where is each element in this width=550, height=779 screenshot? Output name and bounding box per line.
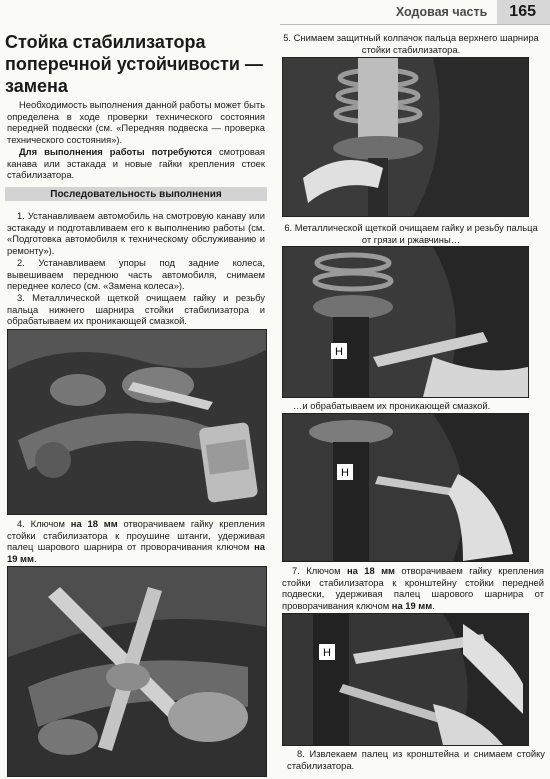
- strut-marker: H: [335, 346, 343, 358]
- step-4: [7, 518, 265, 564]
- title-line: поперечной устойчивости —: [5, 54, 263, 74]
- photo-step-6b-illustration: [283, 414, 528, 561]
- step-4-wrench-size: на 18 мм: [70, 518, 118, 529]
- step-8: 8. Извлекаем палец из кронштейна и снимаем стойку стабилизатора.: [287, 748, 545, 771]
- photo-step-4-illustration: [8, 567, 266, 776]
- step-7-text: 7. Ключом: [292, 565, 347, 576]
- photo-step-6b: [282, 413, 529, 562]
- strut-marker: H: [323, 647, 331, 659]
- photo-step-7: [282, 613, 529, 746]
- title-line: Стойка стабилизатора: [5, 32, 206, 52]
- photo-step-3: [7, 329, 267, 515]
- photo-step-7-illustration: [283, 614, 528, 745]
- requirements-paragraph: [7, 146, 265, 181]
- step-5: 5. Снимаем защитный колпачок пальца верхнего шарнира стойки стабилизатора.: [283, 32, 539, 55]
- photo-step-6-illustration: [283, 247, 528, 397]
- step-4-text: 4. Ключом: [17, 518, 71, 529]
- step-6b: …и обрабатываем их проникающей смазкой.: [293, 400, 491, 411]
- intro-paragraph: Необходимость выполнения данной работы может быть определена в ходе проверки технического состояния передней подвески (см. «Передняя подвеска — проверка технического состояния»).: [7, 99, 265, 145]
- strut-marker: H: [341, 467, 349, 479]
- step-7-text: отворачиваем гайку крепления стойки стабилизатора к кронштейну стойки передней подвески, удерживая палец шарового шарнира от проворачивания ключом: [282, 565, 545, 611]
- step-7-wrench-size: на 18 мм: [346, 565, 395, 576]
- header-rule: [280, 24, 550, 25]
- page-number: 165: [497, 0, 550, 24]
- step-7: [282, 565, 544, 611]
- step-6: 6. Металлической щеткой очищаем гайку и резьбу пальца от грязи и ржавчины…: [284, 222, 538, 245]
- photo-step-5-illustration: [283, 58, 528, 216]
- step-3: 3. Металлической щеткой очищаем гайку и резьбу пальца нижнего шарнира стойки стабилизатора и обрабатываем их проникающей смазкой.: [7, 292, 265, 327]
- step-4-wrench-size: на 19 мм: [7, 541, 265, 564]
- procedure-banner: Последовательность выполнения: [5, 187, 267, 201]
- step-7-wrench-size: на 19 мм: [391, 599, 433, 611]
- step-4-text: .: [33, 552, 37, 564]
- section-name: Ходовая часть: [395, 5, 488, 19]
- title-line: замена: [5, 76, 68, 96]
- photo-step-5: [282, 57, 529, 217]
- step-4-text: отворачиваем гайку крепления стойки стабилизатора к проушине штанги, удерживая палец шарового шарнира от проворачивания ключом: [7, 518, 265, 553]
- step-2: 2. Устанавливаем упоры под задние колеса, вывешиваем переднюю часть автомобиля, снимаем переднее колесо (см. «Замена колеса»).: [7, 257, 265, 292]
- requirements-label: Для выполнения работы потребуются: [19, 146, 212, 157]
- step-7-text: .: [432, 599, 435, 611]
- photo-step-3-illustration: [8, 330, 266, 514]
- photo-step-6: [282, 246, 529, 398]
- page-header: [0, 0, 550, 24]
- requirements-text: смотровая канава или эстакада и новые гайки крепления стоек стабилизатора.: [7, 146, 265, 181]
- step-1: 1. Устанавливаем автомобиль на смотровую канаву или эстакаду и подготавливаем его к выполнению работы (см. «Подготовка автомобиля к техническому обслуживанию и ремонту»).: [7, 210, 265, 256]
- page-title: [5, 31, 265, 97]
- photo-step-4: [7, 566, 267, 777]
